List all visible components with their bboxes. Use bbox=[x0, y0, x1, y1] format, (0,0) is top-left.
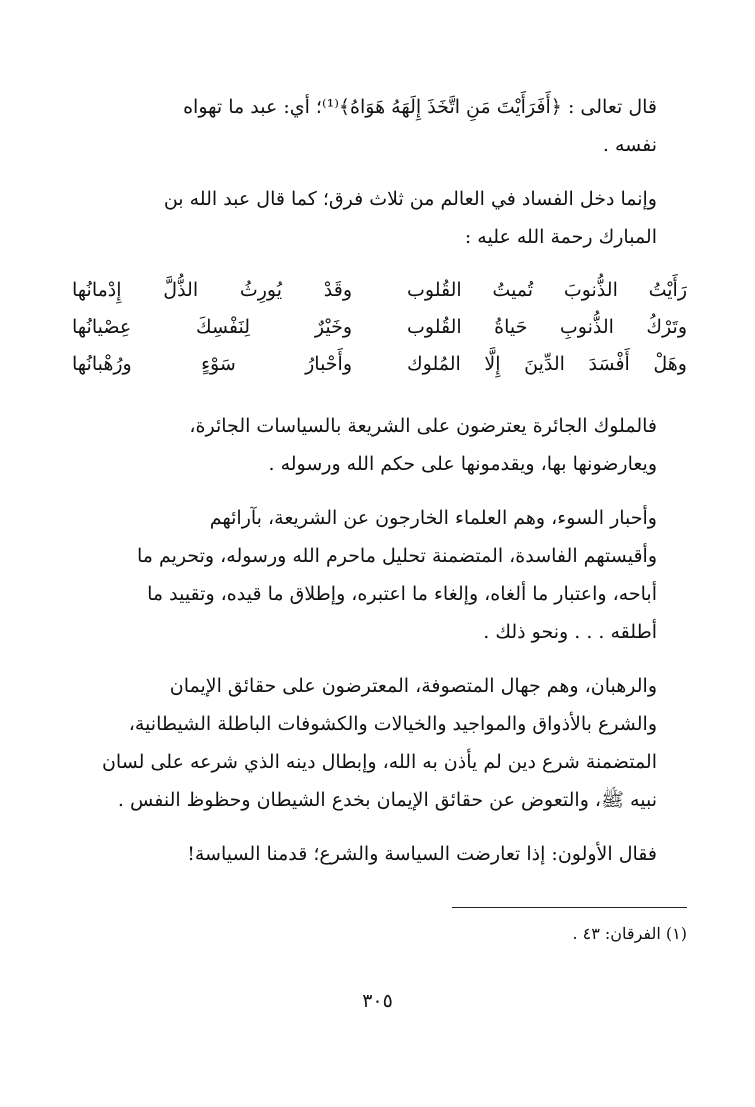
paragraph-monks bbox=[72, 667, 687, 819]
paragraph-1 bbox=[72, 88, 687, 164]
verse-first-hemistich: رَأَيْتُ الذُّنوبَ تُميتُ القُلوب bbox=[407, 279, 687, 301]
text-line: أباحه، واعتبار ما ألغاه، وإلغاء ما اعتبره، وإطلاق ما قيده، وتقييد ما bbox=[147, 583, 657, 605]
verse-first-hemistich: وتَرْكُ الذُّنوبِ حَياةُ القُلوب bbox=[407, 316, 687, 338]
text-line: أطلقه . . . ونحو ذلك . bbox=[483, 621, 657, 643]
text-line: وإنما دخل الفساد في العالم من ثلاث فرق؛ كما قال عبد الله بن bbox=[163, 188, 657, 210]
text-line: نبيه ﷺ، والتعوض عن حقائق الإيمان بخدع الشيطان وحظوظ النفس . bbox=[117, 789, 657, 811]
paragraph-conclusion bbox=[72, 835, 687, 873]
text-line: وأحبار السوء، وهم العلماء الخارجون عن الشريعة، بآرائهم bbox=[209, 507, 657, 529]
text-line: نفسه . bbox=[602, 134, 657, 156]
verse-3 bbox=[72, 346, 687, 383]
paragraph-2 bbox=[72, 180, 687, 256]
paragraph-kings bbox=[72, 407, 687, 483]
poem-verses bbox=[72, 272, 687, 383]
verse-1 bbox=[72, 272, 687, 309]
verse-second-hemistich: وخَيْرٌ لِنَفْسِكَ عِصْيانُها bbox=[72, 316, 352, 338]
text-line: فالملوك الجائرة يعترضون على الشريعة بالسياسات الجائرة، bbox=[189, 415, 657, 437]
footnote-divider bbox=[452, 907, 687, 908]
verse-2 bbox=[72, 309, 687, 346]
verse-second-hemistich: وأَحْبارُ سَوْءٍ ورُهْبانُها bbox=[72, 353, 352, 375]
text-line: ويعارضونها بها، ويقدمونها على حكم الله ورسوله . bbox=[268, 453, 657, 475]
text-line: والرهبان، وهم جهال المتصوفة، المعترضون على حقائق الإيمان bbox=[169, 675, 657, 697]
text-line: فقال الأولون: إذا تعارضت السياسة والشرع؛ قدمنا السياسة! bbox=[187, 843, 657, 865]
footnote: (١) الفرقان: ٤٣ . bbox=[572, 924, 687, 943]
text-line: وأقيستهم الفاسدة، المتضمنة تحليل ماحرم الله ورسوله، وتحريم ما bbox=[136, 545, 657, 567]
paragraph-scholars bbox=[72, 499, 687, 651]
verse-first-hemistich: وهَلْ أَفْسَدَ الدِّينَ إِلَّا المُلوك bbox=[407, 353, 687, 375]
text-line: والشرع بالأذواق والمواجيد والخيالات والكشوفات الباطلة الشيطانية، bbox=[128, 713, 657, 735]
text-line: المبارك رحمة الله عليه : bbox=[464, 226, 657, 248]
text-line: المتضمنة شرع دين لم يأذن به الله، وإبطال دينه الذي شرعه على لسان bbox=[101, 751, 657, 773]
page-number: ٣٠٥ bbox=[362, 990, 393, 1012]
text-line: قال تعالى : ﴿أَفَرَأَيْتَ مَنِ اتَّخَذَ إِلَهَهُ هَوَاهُ﴾⁽¹⁾؛ أي: عبد ما تهواه bbox=[183, 96, 657, 118]
verse-second-hemistich: وقَدْ يُورِثُ الذُّلَّ إِدْمانُها bbox=[72, 279, 352, 301]
